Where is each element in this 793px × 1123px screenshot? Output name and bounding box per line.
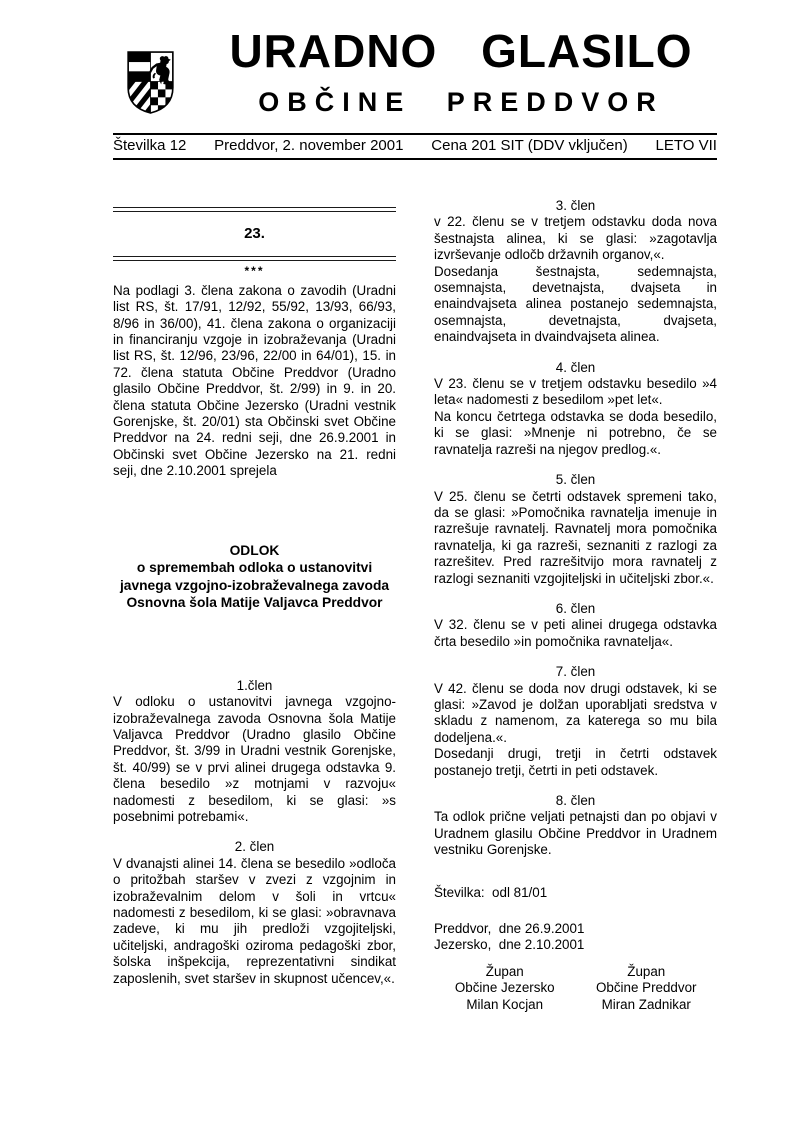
journal-title: URADNO GLASILO [229,25,693,77]
decree-title-subject: o spremembah odloka o ustanovitvi javnega vzgojno-izobraževalnega zavoda Osnovna šola Matije Valjavca Preddvor [119,560,390,611]
article-paragraph: V 42. členu se doda nov drugi odstavek, ki se glasi: »Zavod je dolžan uporabljati sredstva v skladu z namenom, za katerega so mu bila dodeljena.«. [434,680,717,745]
signature-org: Občine Jezersko [454,980,555,996]
article-heading-8: 8. člen [555,793,596,808]
article-heading-2: 2. člen [234,839,275,855]
article-paragraph: Dosedanja šestnajsta, sedemnajsta, osemnajsta, devetnajsta, dvajseta in enaindvajseta alinea postanejo sedemnajsta, osemnajsta, devetnajsta, dvajseta, enaindvajseta in dvaindvajseta alinea. [434,263,717,345]
right-column [434,198,717,1013]
place-date: Preddvor, 2. november 2001 [214,137,404,154]
price: Cena 201 SIT (DDV vključen) [431,137,628,154]
article-paragraph: V 25. členu se četrti odstavek spremeni tako, da se glasi: »Pomočnika ravnatelja imenuje in razrešuje ravnatelj. Ravnatelj mora pomočnika ravnatelja, ki ga razreši, seznaniti z razlogi za razrešitev. Pred razrešitvijo mora ravnatelj z razlogi seznaniti vzgojiteljski in učiteljski zbor.«. [434,488,717,586]
signature-name: Miran Zadnikar [601,996,691,1012]
signatures [434,964,717,1013]
article-heading-6: 6. člen [555,600,596,616]
date-line-jezersko: Jezersko, dne 2.10.2001 [434,937,585,953]
issue-number: Številka 12 [113,137,187,154]
article-paragraph: V 32. členu se v peti alinei drugega odstavka črta besedilo »in pomočnika ravnatelja«. [434,617,717,649]
date-line-preddvor: Preddvor, dne 26.9.2001 [434,921,585,937]
masthead [113,133,717,160]
dates-block [434,921,717,954]
article-heading-3: 3. člen [555,198,596,213]
coat-of-arms-icon [127,51,174,114]
article-paragraph: Na koncu četrtega odstavka se doda besedilo, ki se glasi: »Mnenje ni potrebno, če se ravnatelja razreši na njegov predlog.«. [434,408,717,457]
signature-name: Milan Kocjan [466,996,544,1012]
signature-block-jezersko [434,964,576,1013]
stars-separator: *** [244,264,265,279]
decree-title [113,542,396,612]
article-paragraph: v 22. členu se v tretjem odstavku doda nova šestnajsta alinea, ki se glasi: »zagotavlja izvrševanje odločb državnih organov,«. [434,214,717,263]
article-heading-7: 7. člen [555,664,596,680]
left-column [113,198,396,1013]
journal-subtitle: OBČINE PREDDVOR [258,87,664,117]
separator-rule-bottom [113,256,396,261]
article-paragraph: V dvanajsti alinei 14. člena se besedilo »odloča o pritožbah staršev v zvezi z vzgojnim in izobraževalnim delom v šoli in vrtcu« nadomesti z besedilom, ki se glasi: »obravnava zadeve, ki mu jih predloži vzgojiteljski, učiteljski, andragoški oziroma pedagoški zbor, šolska inšpekcija, reprezentativni sindikat zaposlenih, svet staršev in skupnost učencev,«. [113,855,396,986]
decree-title-word: ODLOK [229,542,280,558]
signature-block-preddvor [576,964,718,1013]
volume: LETO VII [655,137,717,154]
document-number: Številka: odl 81/01 [434,884,548,900]
article-paragraph: V 23. členu se v tretjem odstavku besedilo »4 leta« nadomesti z besedilom »pet let«. [434,376,717,408]
item-number: 23. [244,225,265,242]
article-paragraph: Dosedanji drugi, tretji in četrti odstavek postanejo tretji, četrti in peti odstavek. [434,746,717,778]
separator-rule-top [113,207,396,212]
article-heading-5: 5. člen [555,472,596,488]
article-heading-4: 4. člen [555,359,596,375]
gazette-header [113,0,717,118]
signature-title: Župan [485,963,524,979]
intro-paragraph: Na podlagi 3. člena zakona o zavodih (Uradni list RS, št. 17/91, 12/92, 55/92, 13/93, 66/93, 8/96 in 36/00), 41. člena zakona o organizaciji in financiranju vzgoje in izobraževanja (Uradni list RS, št. 12/96, 23/96, 22/00 in 64/01), 15. in 72. člena statuta Občine Preddvor (Uradno glasilo Občine Preddvor, št. 2/99) in 9. in 20. člena statuta Občine Jezersko (Uradni vestnik Gorenjske, št. 20/01) sta Občinski svet Občine Preddvor na 24. redni seji, dne 26.9.2001 in Občinski svet Občine Jezersko na 21. redni seji, dne 2.10.2001 sprejela [113,282,396,479]
article-paragraph: Ta odlok prične veljati petnajsti dan po objavi v Uradnem glasilu Občine Preddvor in Uradnem vestniku Gorenjske. [434,809,717,858]
signature-title: Župan [627,963,666,979]
article-paragraph: V odloku o ustanovitvi javnega vzgojno-izobraževalnega zavoda Osnovna šola Matije Valjavca Preddvor (Uradno glasilo Občine Preddvor, št. 3/99 in Uradni vestnik Gorenjske, št. 40/99) se v prvi alinei drugega odstavka 9. člena besedilo »z motnjami v razvoju« nadomesti z besedilom, ki se glasi: »s posebnimi potrebami«. [113,694,396,824]
signature-org: Občine Preddvor [596,980,697,996]
article-heading-1: 1.člen [236,677,273,693]
